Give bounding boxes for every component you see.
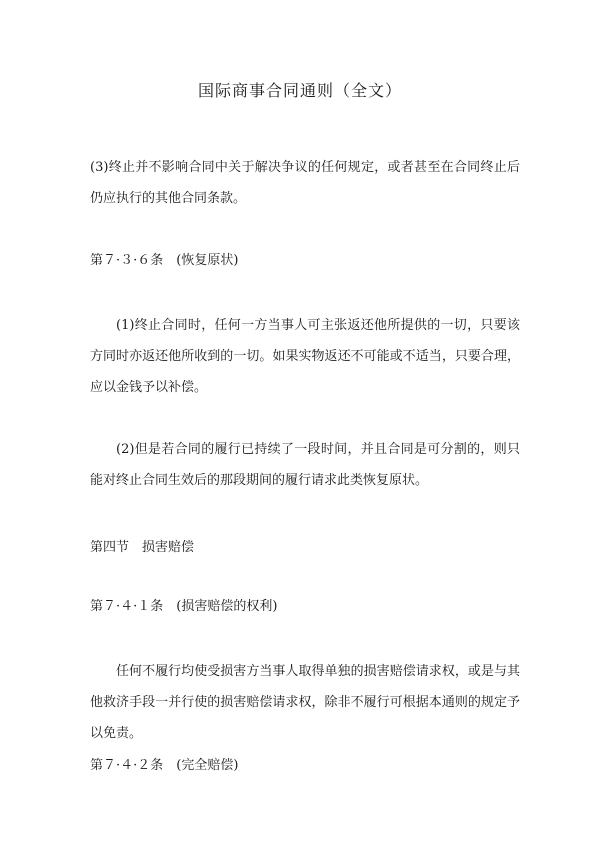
paragraph-termination-clause: (3)终止并不影响合同中关于解决争议的任何规定，或者甚至在合同终止后仍应执行的其他合同条款。 (90, 160, 520, 206)
paragraph-restitution-2: (2)但是若合同的履行已持续了一段时间，并且合同是可分割的，则只能对终止合同生效后的那段期间的履行请求此类恢复原状。 (90, 442, 520, 488)
article-heading-7-3-6: 第７·３·６条 (恢复原状) (90, 253, 239, 268)
article-heading-7-4-2: 第７·４·２条 (完全赔偿) (90, 758, 239, 773)
paragraph-right-to-damages: 任何不履行均使受损害方当事人取得单独的损害赔偿请求权，或是与其他救济手段一并行使的损害赔偿请求权，除非不履行可根据本通则的规定予以免责。 (90, 664, 520, 741)
document-title: 国际商事合同通则（全文） (197, 81, 402, 100)
paragraph-restitution-1: (1)终止合同时，任何一方当事人可主张返还他所提供的一切，只要该方同时亦返还他所收到的一切。如果实物返还不可能或不适当，只要合理，应以金钱予以补偿。 (90, 318, 520, 395)
section-heading-damages: 第四节 损害赔偿 (90, 540, 195, 555)
article-heading-7-4-1: 第７·４·１条 (损害赔偿的权利) (90, 599, 278, 614)
